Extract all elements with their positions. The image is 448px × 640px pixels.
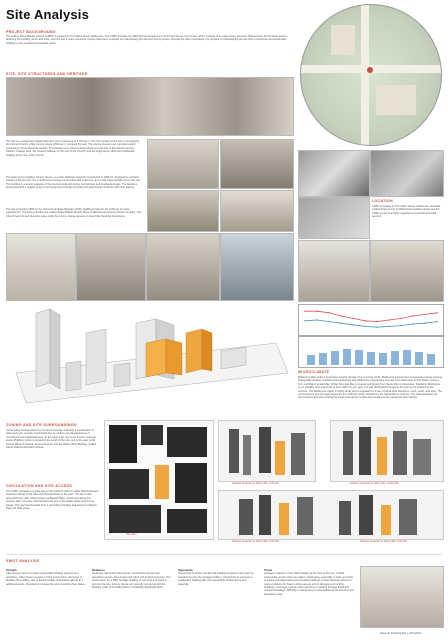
project-heading: PROJECT BACKGROUND [6, 30, 56, 34]
shadow-diagram-1 [218, 420, 316, 482]
data-point-0-4 [352, 318, 353, 319]
swot-threat-text: Heritage protection of the 1862 building at the front of the site. Limited construction access that can make it challenging, especially in close proximity to existing heritage-listed and occupied buildings. Limited laneway access to cause problems for heavy vehicle access and to damage surrounding buildings. Coverage must be close proximity to existing heritage listed and occupied buildings. Difficulty in site access to meet additional construction and demolition costs. [264, 572, 354, 596]
zoning-heading: ZONING AND SITE SURROUNDINGS [6, 423, 77, 427]
street-photo-swot [360, 566, 444, 628]
shadow-caption-4: Shadow Analysis for March 9th, 3:00 PM [360, 540, 407, 543]
project-text: The Collins Street Baptist Church (CSBC) is located at 174 Collins Street, Melbourne. The CSBC includes the 1862 Roman temple front church and the Conroy House, which consists of an eight-storey structure. Maintenance for this large asset is declining the building owner and have, over the last 5 years numerous options have been explored for redeveloping the site and Conroy House. Despite the site's constraints, the prospect of redeveloping the site with a mixed-use and sustainable building is now considered a feasible option. [6, 35, 288, 45]
location-heading: LOCATION [372, 199, 393, 203]
data-point-0-3 [340, 315, 341, 316]
swot-opportunity-text: Opportunity to build a 30-40m tall building footprint to floor plan by transforming into the heritage building. Opportunity to construct a sustainable building with new sustainable infrastructure and materials. [178, 572, 254, 586]
swot-weakness [92, 569, 172, 630]
swot-strength-title: Strength [6, 569, 17, 572]
data-point-0-11 [436, 312, 437, 313]
swot-weakness-title: Weakness [92, 569, 105, 572]
aerial-photo-1 [298, 150, 370, 197]
street-panorama-photo [6, 77, 294, 136]
data-point-1-9 [412, 323, 413, 324]
data-point-0-0 [304, 311, 305, 312]
swot-opportunity [178, 569, 258, 630]
data-point-1-6 [376, 327, 377, 328]
structures-text-3: The site is Number 1896 on the Victorian Heritage Register (VHR). Buildings listed on the VHR are of "state significance". The listing includes the Collins Street Baptist Church Place of Worship and Conroy House complex. The Church has inherent historical value while the Conroy House appears to have little historical importance. [6, 208, 141, 218]
microclimate-heading: MICROCLIMATE [298, 370, 330, 374]
structures-heading: SITE, SITE STRUCTURES AND HERITAGE [6, 72, 88, 76]
site-plan-caption: Site Plan [126, 533, 137, 536]
swot-strength [6, 569, 86, 630]
section-divider [6, 554, 442, 555]
site-marker-icon [367, 67, 373, 73]
page-title: Site Analysis [6, 7, 90, 22]
credit: Pamuzi Shekhanda | s3712341 [380, 632, 422, 635]
massing-diagram [6, 303, 292, 419]
shadow-caption-2: Shadow Analysis for March 9th, 12:00 PM [350, 482, 399, 485]
data-point-1-2 [328, 321, 329, 322]
climate-chart-1 [298, 304, 444, 336]
facade-photo-5 [298, 240, 370, 302]
data-point-1-0 [304, 320, 305, 321]
aerial-photo-3 [298, 197, 370, 239]
building-photo-4 [220, 190, 294, 232]
structures-text-1: The site is a rectangular shaped allotment with a total area of 2,070 sq.m. The front portion of the site is occupied by the Former Church, while Conroy House (200 sq.m.) occupies the rear. The Conroy House is an important period comprising of 8 components namely: The Display room (once a shop) which is to the rear of the Church and the Pastors' Cottage area, the covered walkway to the rear of the Church, and the eight-storey office and residential building at the rear of the Church. [6, 140, 140, 157]
data-point-1-1 [316, 319, 317, 320]
facade-photo-3 [146, 233, 220, 301]
swot-threat-title: Threat [264, 569, 272, 572]
swot-opportunity-title: Opportunity [178, 569, 193, 572]
location-map [300, 4, 442, 146]
building-photo-1 [147, 139, 219, 189]
swot-weakness-text: Small site with limited site access, construction access and demolition access. Non-foreground client with limited resources. The construction for a 1862 heritage building on the front and Victoria level on the rear. Conroy House not currently complying with the Building Code of Australia (DDA) or Disability Standards 2010. [92, 572, 171, 590]
climate-line-chart [299, 305, 443, 335]
data-point-1-4 [352, 324, 353, 325]
data-point-0-9 [412, 315, 413, 316]
data-point-0-2 [328, 312, 329, 313]
facade-photo-6 [370, 240, 444, 302]
data-point-1-11 [436, 321, 437, 322]
data-point-1-3 [340, 323, 341, 324]
swot-heading: SWOT ANALYSIS [6, 559, 40, 563]
structures-text-2: The eight-storey building, Conroy House, is a plain utilitarian structure constructed in 1936-37, designed by architect Garden & Drummond. It is a reinforced concrete construction with a flat roof, and a stair tower and lift core to the rear. The building is a simple example of the interwar style with strong vertical lines and functional design. The facade is punctuated with a regular array of horizontal and vertically proportioned steel framed windows with clear glazing. [6, 176, 141, 190]
data-point-0-10 [424, 314, 425, 315]
building-photo-2 [220, 139, 294, 189]
data-point-1-8 [400, 325, 401, 326]
swot-threat [264, 569, 354, 630]
building-photo-3 [147, 190, 219, 232]
shadow-caption-3: Shadow Analysis for March 9th, 3:00 PM [232, 540, 279, 543]
circulation-heading: CIRCULATION AND SITE ACCESS [6, 484, 73, 488]
climate-bar-chart [299, 337, 443, 367]
site-plan [104, 420, 214, 540]
data-point-0-7 [388, 319, 389, 320]
data-point-1-5 [364, 326, 365, 327]
shadow-caption-1: Shadow Analysis for March 9th, 9:00 AM [232, 482, 279, 485]
data-point-0-5 [364, 320, 365, 321]
data-point-1-10 [424, 323, 425, 324]
facade-photo-4 [220, 233, 294, 301]
circulation-text: The CSBC occupies a regular site on the northern side of Collins Street between Swanston Street to the west and Russell Street to the east. The site is also accessed from Little Collins Street via Baptist Place, which runs along the western side of Former Central Hall (now part of the Rialto Hotel) and Conroy House. The rear land benefits from a secondary frontage and access to Baptist Place (at 30% slope). [6, 490, 99, 511]
swot-strength-text: Clients being open to explore sustainable building systems and retrofitting. Client loses a surplus of their construction resources to facilitate the building, due to limited budget. Potential to add up to 3 additional levels. Potential to increase the size of existing floor plates. [6, 572, 86, 586]
series-line-0 [305, 311, 437, 321]
data-point-0-1 [316, 311, 317, 312]
shadow-diagram-2 [330, 420, 444, 482]
microclimate-text: Melbourne falls under a temperate oceanic climate. Due to strong winds, Melbourne experiences temperature swings causing changeable weather conditions throughout the day. Melbourne experiences summer from December to Feb March. Autumn from mid-March to late May. Winter from late May to August and Spring from September to November. Rainfall in Melbourne is not plentiful, and it amounts to about 650 mm per year. It is well distributed throughout the year but is heaviest in the summer. The Melbourne region is highly windy and is regulated by three principal wind directions: north, south, and west. The most frequent and strongest winds are the northerly winds, followed by the southerlies in summer. The cold westerlies are less frequent and occur during the winter and spring months and usually are the causes for thermal loss. [298, 376, 442, 400]
data-point-0-8 [400, 318, 401, 319]
facade-photo-2 [76, 233, 146, 301]
climate-chart-2 [298, 336, 444, 368]
shadow-diagram-3 [218, 490, 444, 540]
aerial-photo-2 [370, 150, 444, 197]
zoning-text: Surrounding developments is of a mixed intensity, including a combination of older and more recently constructed low to medium rise developments of commercial and residential uses. To the right of the site is the Former Grainger Hutton Building, which is located to the south of the site, and to the east is the Former Bank of Victoria. Surrounding the site are Rialto Office Building, Collins Street Galleria and Nauru House. [6, 429, 97, 450]
data-point-1-7 [388, 326, 389, 327]
location-text: CSBC is located at 174 Collins Street, Melbourne, Australia. Collins Street is one of Melbourne's leading streets and the CSBC is part of a highly regarded commercial and retail precinct. [372, 205, 441, 219]
facade-photo-1 [6, 233, 76, 301]
data-point-0-6 [376, 321, 377, 322]
